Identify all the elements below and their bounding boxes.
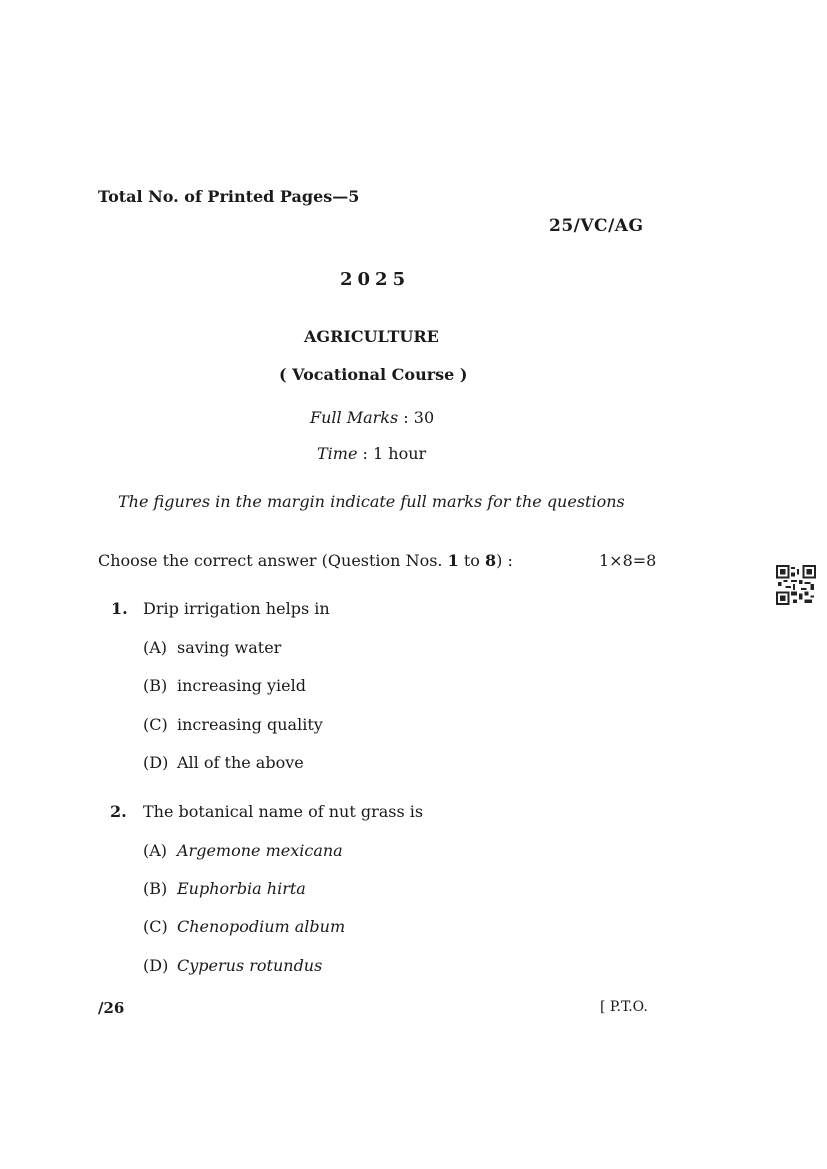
question-1-text: Drip irrigation helps in: [143, 599, 330, 618]
option-text: Cyperus rotundus: [177, 956, 323, 975]
question-1-option-a: [143, 638, 282, 657]
option-letter: (B): [143, 879, 168, 898]
time-line: [317, 444, 426, 463]
option-text: increasing yield: [177, 676, 306, 695]
option-letter: (C): [143, 715, 168, 734]
full-marks-line: [310, 408, 434, 427]
question-1-option-c: [143, 715, 323, 734]
option-text: Euphorbia hirta: [177, 879, 306, 898]
instruction-to: 8: [484, 551, 497, 570]
option-letter: (A): [143, 841, 168, 860]
footer-pto: [ P.T.O.: [600, 999, 648, 1015]
instruction-prefix: Choose the correct answer (Question Nos.: [98, 551, 443, 570]
question-2-option-b: [143, 879, 306, 898]
question-2-option-c: [143, 917, 346, 936]
full-marks-label: Full Marks: [310, 408, 399, 427]
margin-note: The figures in the margin indicate full marks for the questions: [118, 492, 625, 511]
question-1-option-d: [143, 753, 304, 772]
full-marks-value: : 30: [403, 408, 435, 427]
question-2-number: 2.: [110, 802, 127, 821]
option-letter: (D): [143, 753, 169, 772]
option-text: Argemone mexicana: [177, 841, 343, 860]
instruction-line: [98, 551, 513, 570]
exam-year: 2025: [340, 269, 411, 290]
option-text: Chenopodium album: [177, 917, 346, 936]
option-letter: (B): [143, 676, 168, 695]
subject-title: AGRICULTURE: [304, 327, 439, 346]
time-label: Time: [317, 444, 358, 463]
paper-code: 25/VC/AG: [549, 216, 644, 236]
instruction-suffix: ) :: [496, 551, 513, 570]
option-text: All of the above: [177, 753, 304, 772]
option-letter: (C): [143, 917, 168, 936]
question-2-option-a: [143, 841, 343, 860]
time-value: : 1 hour: [362, 444, 427, 463]
option-text: saving water: [177, 638, 282, 657]
question-2-option-d: [143, 956, 323, 975]
footer-page-code: /26: [98, 999, 125, 1017]
qr-code-icon: [776, 565, 816, 605]
question-1-number: 1.: [111, 599, 128, 618]
printed-pages-line: Total No. of Printed Pages—5: [98, 187, 360, 206]
option-letter: (D): [143, 956, 169, 975]
question-2-text: The botanical name of nut grass is: [143, 802, 424, 821]
option-text: increasing quality: [177, 715, 323, 734]
instruction-to-word: to: [463, 551, 480, 570]
course-title: ( Vocational Course ): [279, 365, 468, 384]
instruction-from: 1: [447, 551, 459, 570]
option-letter: (A): [143, 638, 168, 657]
question-1-option-b: [143, 676, 306, 695]
instruction-marks: 1×8=8: [599, 551, 657, 570]
